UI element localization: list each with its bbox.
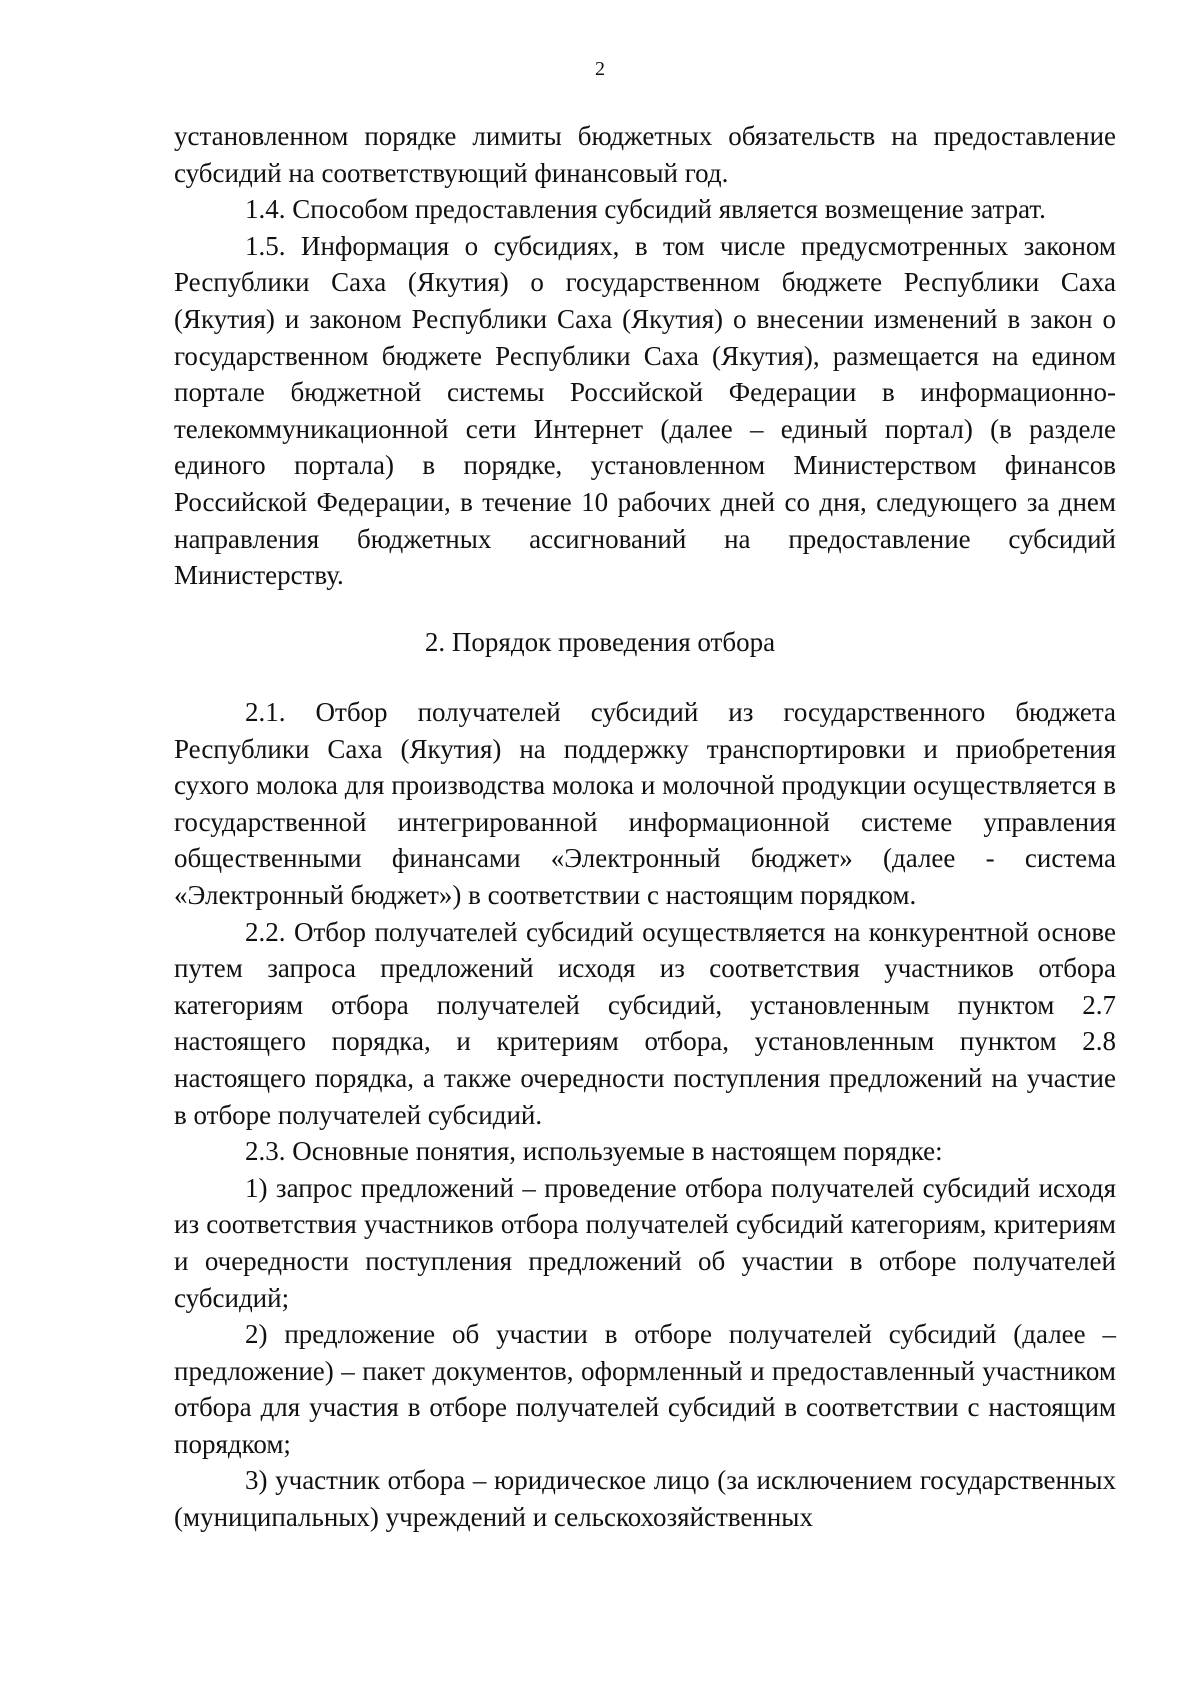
section-2-body — [174, 694, 1116, 1536]
paragraph-2-1: 2.1. Отбор получателей субсидий из государственного бюджета Республики Саха (Якутия) на поддержку транспортировки и приобретения сухого молока для производства молока и молочной продукции осуществляется в государственной интегрированной информационной системе управления общественными финансами «Электронный бюджет» (далее - система «Электронный бюджет») в соответствии с настоящим порядком. — [174, 697, 1116, 910]
paragraph-1-5: 1.5. Информация о субсидиях, в том числе предусмотренных законом Республики Саха (Якутия) о государственном бюджете Республики Саха (Якутия) и законом Республики Саха (Якутия) о внесении изменений в закон о государственном бюджете Республики Саха (Якутия), размещается на едином портале бюджетной системы Российской Федерации в информационно-телекоммуникационной сети Интернет (далее – единый портал) (в разделе единого портала) в порядке, установленном Министерством финансов Российской Федерации, в течение 10 рабочих дней со дня, следующего за днем направления бюджетных ассигнований на предоставление субсидий Министерству. — [174, 230, 1116, 591]
paragraph-continuation: установленном порядке лимиты бюджетных обязательств на предоставление субсидий на соответствующий финансовый год. — [174, 121, 1116, 188]
list-item-3: 3) участник отбора – юридическое лицо (за исключением государственных (муниципальных) учреждений и сельскохозяйственных — [174, 1465, 1116, 1533]
paragraph-2-3: 2.3. Основные понятия, используемые в настоящем порядке: — [245, 1136, 943, 1167]
page-number: 2 — [595, 58, 605, 80]
section-1-body — [174, 118, 1116, 594]
section-2-heading: 2. Порядок проведения отбора — [424, 627, 776, 657]
list-item-2: 2) предложение об участии в отборе получателей субсидий (далее – предложение) – пакет документов, оформленный и предоставленный участником отбора для участия в отборе получателей субсидий в соответствии с настоящим порядком; — [174, 1319, 1116, 1459]
list-item-1: 1) запрос предложений – проведение отбора получателей субсидий исходя из соответствия участников отбора получателей субсидий категориям, критериям и очередности поступления предложений об участии в отборе получателей субсидий; — [174, 1172, 1116, 1313]
paragraph-1-4: 1.4. Способом предоставления субсидий является возмещение затрат. — [245, 194, 1046, 225]
paragraph-2-2: 2.2. Отбор получателей субсидий осуществляется на конкурентной основе путем запроса предложений исходя из соответствия участников отбора категориям отбора получателей субсидий, установленным пунктом 2.7 настоящего порядка, и критериям отбора, установленным пунктом 2.8 настоящего порядка, а также очередности поступления предложений на участие в отборе получателей субсидий. — [174, 916, 1116, 1130]
